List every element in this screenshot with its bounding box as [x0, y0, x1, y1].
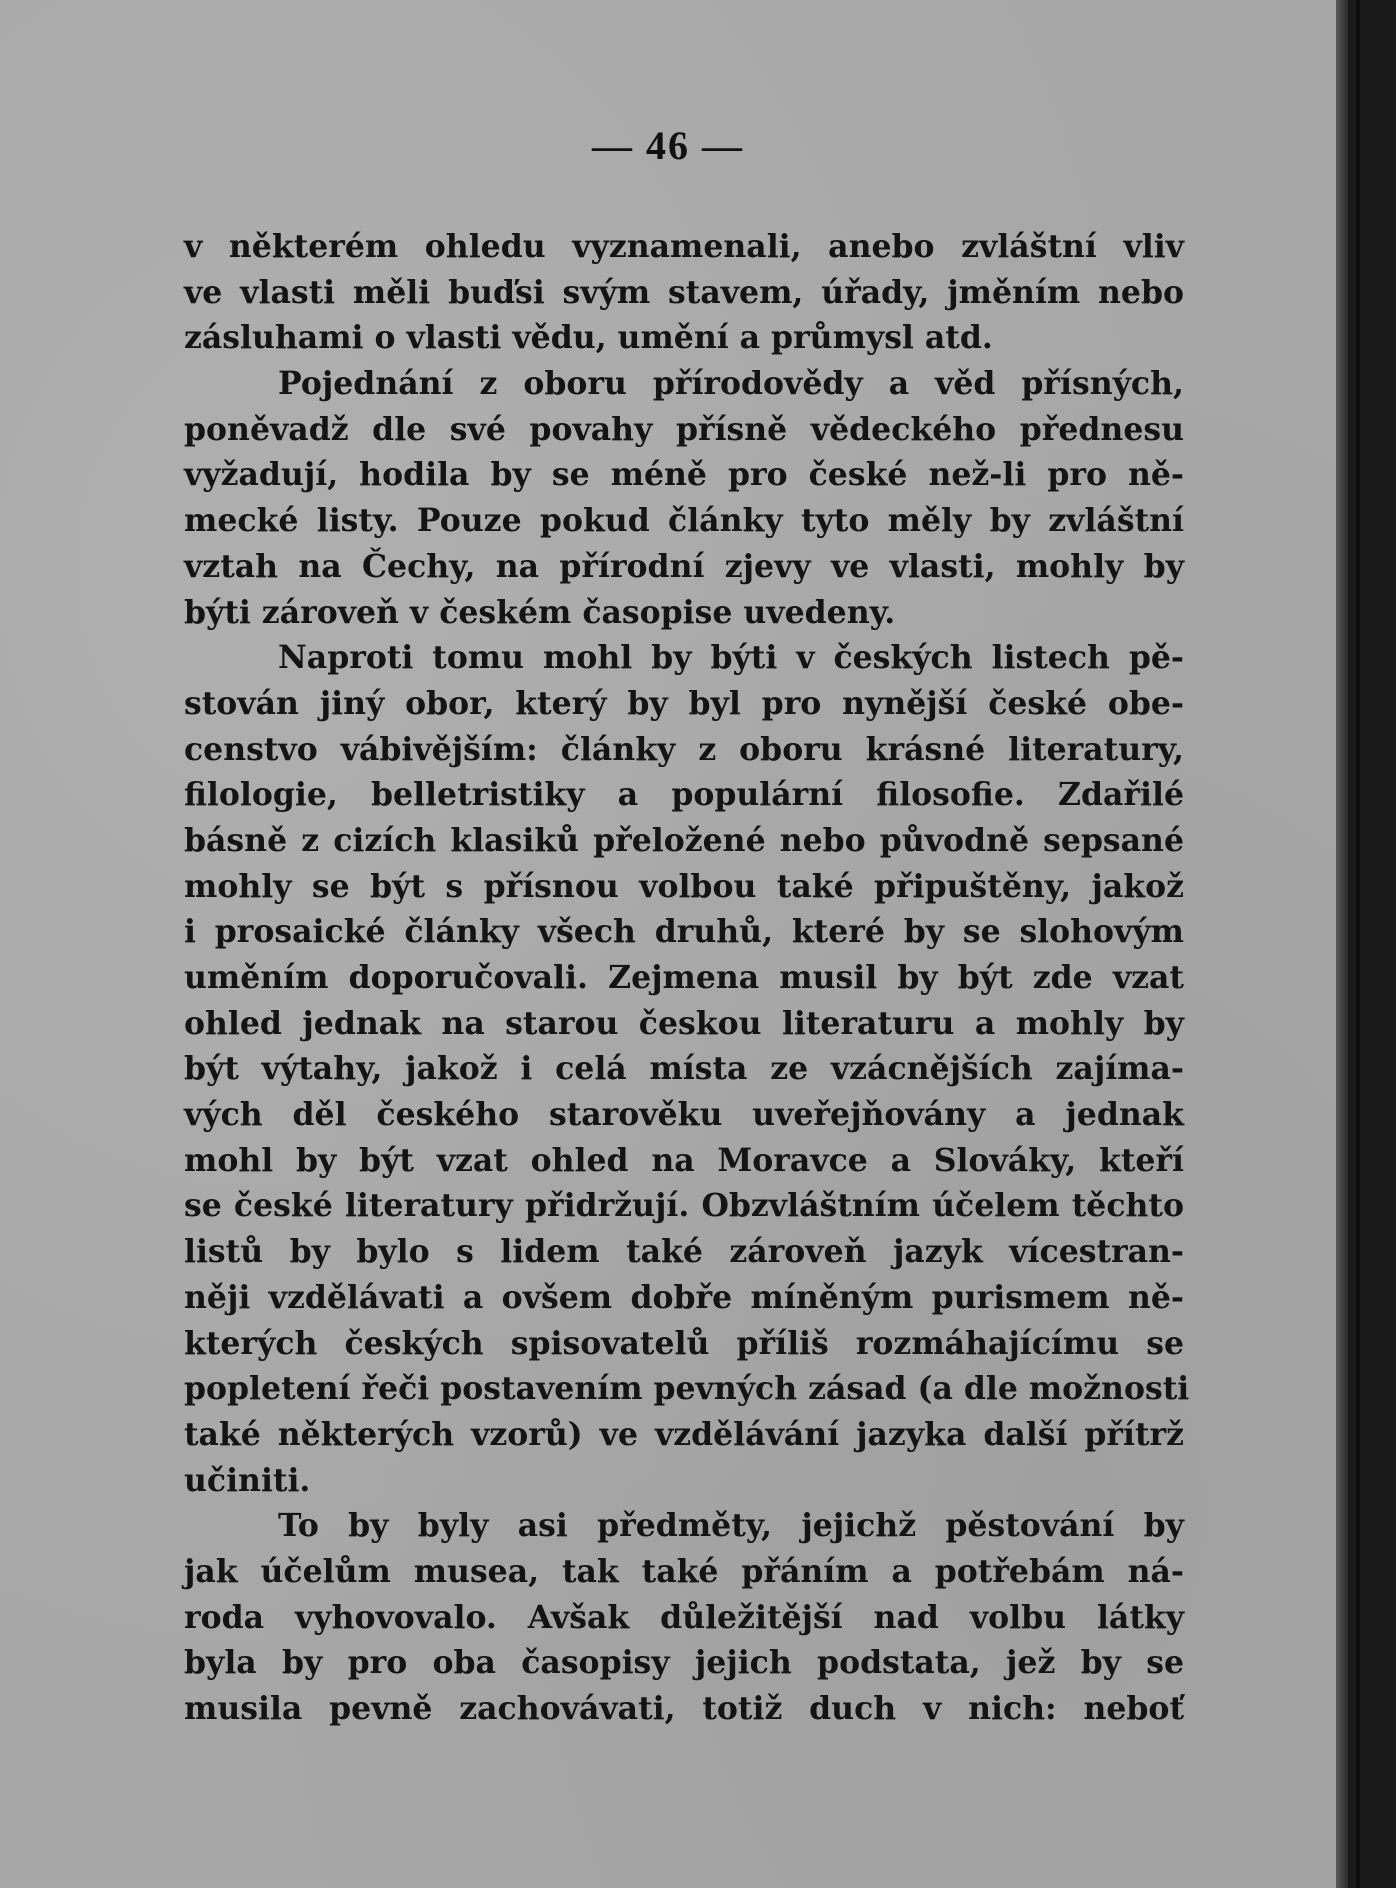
text-line: něji vzdělávati a ovšem dobře míněným purismem ně- — [184, 1278, 1184, 1316]
text-line: vztah na Čechy, na přírodní zjevy ve vlasti, mohly by — [184, 547, 1184, 585]
text-line: ve vlasti měli buďsi svým stavem, úřady, jměním nebo — [184, 273, 1184, 311]
text-line: básně z cizích klasiků přeložené nebo původně sepsané — [184, 821, 1184, 859]
text-line: musila pevně zachovávati, totiž duch v nich: neboť — [184, 1690, 1184, 1727]
text-line: mohl by být vzat ohled na Moravce a Slováky, kteří — [184, 1141, 1184, 1179]
text-line: censtvo vábivějším: články z oboru krásné literatury, — [184, 730, 1184, 768]
text-line: býti zároveň v českém časopise uvedeny. — [184, 593, 896, 631]
text-line: stován jiný obor, který by byl pro nynější české obe- — [184, 684, 1184, 722]
text-line: v některém ohledu vyznamenali, anebo zvláštní vliv — [184, 228, 1184, 265]
text-line: roda vyhovovalo. Avšak důležitější nad volbu látky — [184, 1598, 1184, 1636]
text-line: byla by pro oba časopisy jejich podstata, jež by se — [184, 1644, 1184, 1682]
text-line: i prosaické články všech druhů, které by se slohovým — [184, 913, 1184, 951]
text-line: poněvadž dle své povahy přísně vědeckého přednesu — [184, 410, 1184, 448]
paragraph-first-line: To by byly asi předměty, jejichž pěstování by — [278, 1507, 1184, 1545]
text-line: vých děl českého starověku uveřejňovány a jednak — [184, 1096, 1184, 1134]
page-number: — 46 — — [592, 123, 744, 168]
text-line: učiniti. — [184, 1461, 311, 1499]
text-line: uměním doporučovali. Zejmena musil by být zde vzat — [184, 959, 1184, 996]
text-line: ohled jednak na starou českou literaturu a mohly by — [184, 1004, 1184, 1042]
text-line: se české literatury přidržují. Obzvláštním účelem těchto — [184, 1187, 1184, 1225]
text-line: popletení řeči postavením pevných zásad (a dle možnosti — [184, 1370, 1190, 1408]
page-edge-shadow — [1336, 0, 1348, 1888]
text-line: jak účelům musea, tak také přáním a potřebám ná- — [184, 1552, 1184, 1590]
text-line: mohly se být s přísnou volbou také připuštěny, jakož — [184, 867, 1184, 905]
text-line: vyžadují, hodila by se méně pro české než-li pro ně- — [184, 456, 1184, 494]
text-line: listů by bylo s lidem také zároveň jazyk vícestran- — [184, 1233, 1184, 1271]
text-line: mecké listy. Pouze pokud články tyto měly by zvláštní — [184, 502, 1184, 540]
text-line: filologie, belletristiky a populární filosofie. Zdařilé — [184, 776, 1184, 814]
paragraph-first-line: Pojednání z oboru přírodovědy a věd přísných, — [278, 365, 1184, 403]
binding-edge — [1356, 0, 1360, 1888]
text-line: také některých vzorů) ve vzdělávání jazyka další přítrž — [184, 1415, 1184, 1453]
body-text — [184, 224, 1190, 1732]
paragraph-first-line: Naproti tomu mohl by býti v českých listech pě- — [278, 639, 1184, 677]
text-line: být výtahy, jakož i celá místa ze vzácnějších zajíma- — [184, 1050, 1184, 1088]
text-line: zásluhami o vlasti vědu, umění a průmysl atd. — [184, 319, 993, 357]
text-line: kterých českých spisovatelů příliš rozmáhajícímu se — [184, 1324, 1184, 1362]
